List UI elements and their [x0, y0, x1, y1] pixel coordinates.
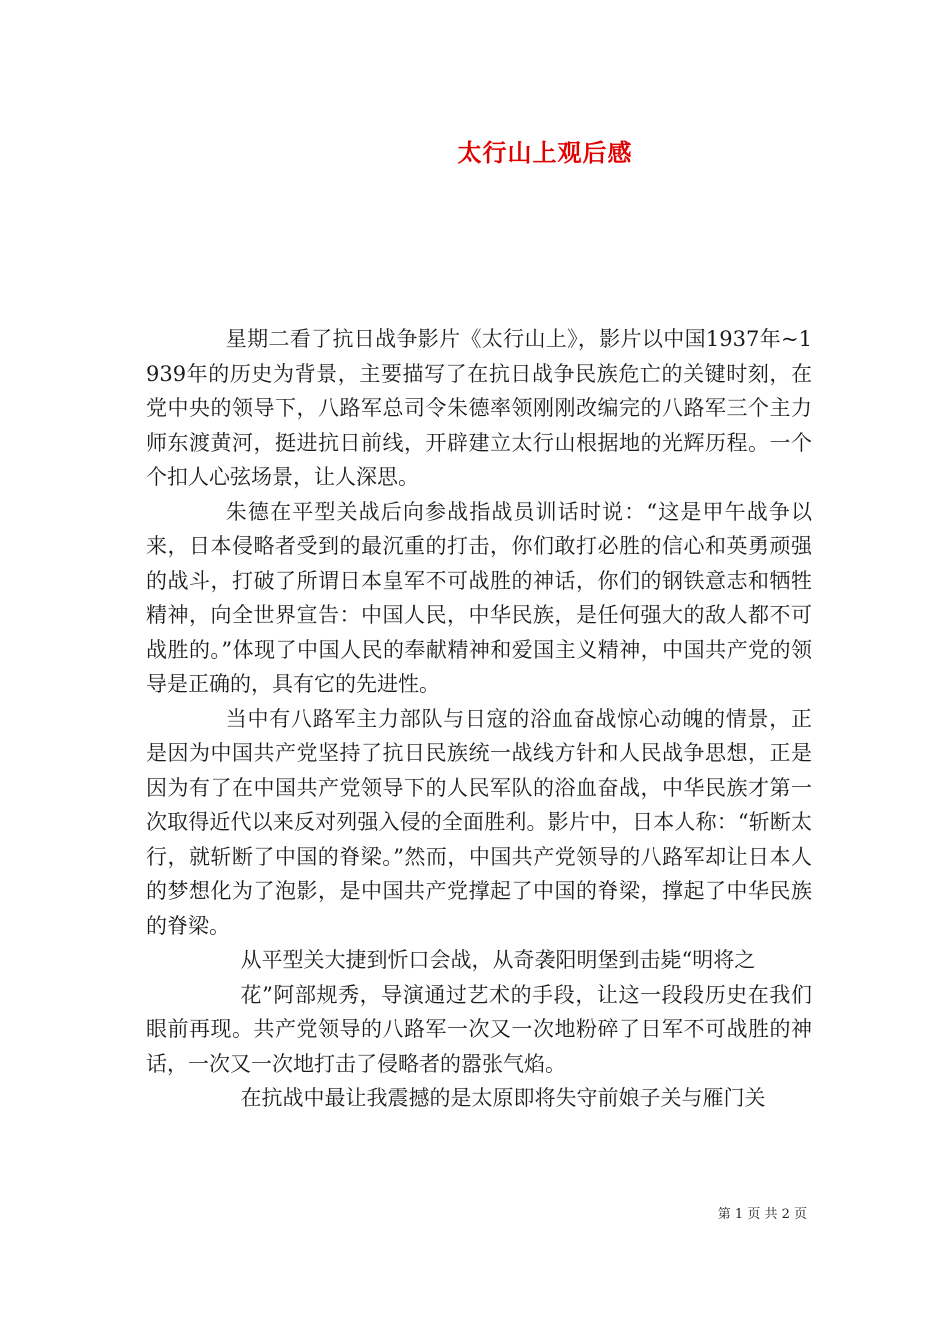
- paragraph-4-line-1: 从平型关大捷到忻口会战，从奇袭阳明堡到击毙“明将之: [240, 948, 756, 972]
- document-title: 太行山上观后感: [457, 138, 633, 167]
- page-footer: 第 1 页 共 2 页: [717, 1207, 807, 1222]
- document-body: [146, 322, 812, 1116]
- paragraph-1: 星期二看了抗日战争影片《太行山上》，影片以中国1937年~1939年的历史为背景，主要描写了在抗日战争民族危亡的关键时刻，在党中央的领导下，八路军总司令朱德率领刚刚改编完的八路军三个主力师东渡黄河，挺进抗日前线，开辟建立太行山根据地的光辉历程。一个个扣人心弦场景，让人深思。: [146, 327, 812, 489]
- paragraph-4-continuation: 花”阿部规秀，导演通过艺术的手段，让这一段段历史在我们眼前再现。共产党领导的八路军一次又一次地粉碎了日军不可战胜的神话，一次又一次地打击了侵略者的嚣张气焰。: [146, 982, 812, 1076]
- paragraph-5: 在抗战中最让我震撼的是太原即将失守前娘子关与雁门关: [240, 1086, 766, 1110]
- paragraph-2: 朱德在平型关战后向参战指战员训话时说：“这是甲午战争以来，日本侵略者受到的最沉重的打击，你们敢打必胜的信心和英勇顽强的战斗，打破了所谓日本皇军不可战胜的神话，你们的钢铁意志和牺牲精神，向全世界宣告：中国人民，中华民族，是任何强大的敌人都不可战胜的。”体现了中国人民的奉献精神和爱国主义精神，中国共产党的领导是正确的，具有它的先进性。: [146, 499, 812, 696]
- paragraph-3: 当中有八路军主力部队与日寇的浴血奋战惊心动魄的情景，正是因为中国共产党坚持了抗日民族统一战线方针和人民战争思想，正是因为有了在中国共产党领导下的人民军队的浴血奋战，中华民族才第一次取得近代以来反对列强入侵的全面胜利。影片中，日本人称：“斩断太行，就斩断了中国的脊梁。”然而，中国共产党领导的八路军却让日本人的梦想化为了泡影，是中国共产党撑起了中国的脊梁，撑起了中华民族的脊梁。: [146, 706, 812, 938]
